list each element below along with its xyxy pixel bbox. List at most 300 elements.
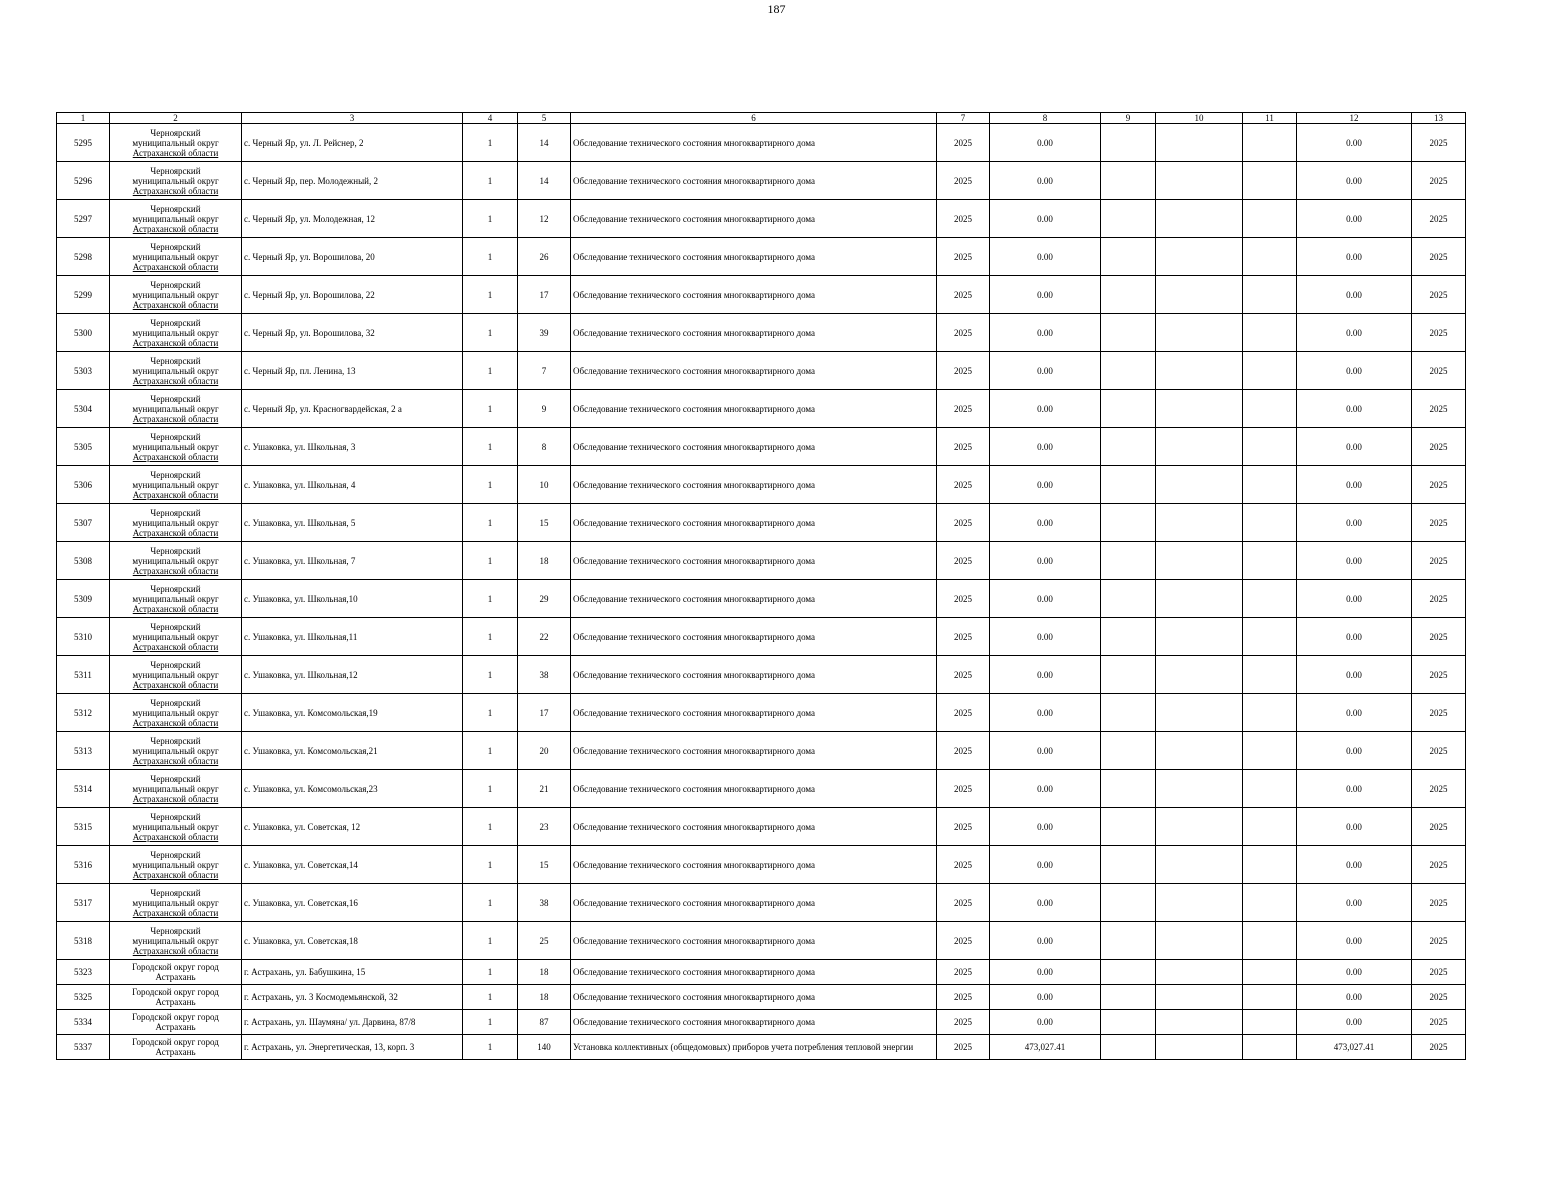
row-number-cell: 5296 xyxy=(57,162,110,200)
municipality-line: муниципальный округ xyxy=(132,137,219,148)
empty-cell xyxy=(1101,732,1156,770)
column-header: 3 xyxy=(242,113,463,124)
apartments-cell: 12 xyxy=(518,200,571,238)
work-type-cell: Обследование технического состояния многоквартирного дома xyxy=(571,694,937,732)
empty-cell xyxy=(1243,960,1297,985)
table-row xyxy=(57,238,1466,276)
empty-cell xyxy=(1156,1010,1243,1035)
apartments-cell: 15 xyxy=(518,846,571,884)
municipality-line: Черноярский xyxy=(150,621,201,632)
total-cost-cell: 0.00 xyxy=(1297,808,1412,846)
count-cell: 1 xyxy=(463,352,518,390)
apartments-cell: 26 xyxy=(518,238,571,276)
work-type-cell: Обследование технического состояния многоквартирного дома xyxy=(571,390,937,428)
municipality-line: Астраханской области xyxy=(132,337,219,348)
page-number: 187 xyxy=(767,2,786,16)
cost-cell: 0.00 xyxy=(990,1010,1101,1035)
municipality-cell xyxy=(110,846,242,884)
work-type-cell: Обследование технического состояния многоквартирного дома xyxy=(571,542,937,580)
total-cost-cell: 0.00 xyxy=(1297,162,1412,200)
address-cell: с. Ушаковка, ул. Школьная,12 xyxy=(242,656,463,694)
count-cell: 1 xyxy=(463,542,518,580)
column-header: 11 xyxy=(1243,113,1297,124)
cost-cell: 0.00 xyxy=(990,200,1101,238)
address-cell: с. Черный Яр, ул. Красногвардейская, 2 а xyxy=(242,390,463,428)
municipality-line: Астраханской области xyxy=(132,907,219,918)
year-cell: 2025 xyxy=(937,466,990,504)
apartments-cell: 15 xyxy=(518,504,571,542)
empty-cell xyxy=(1101,238,1156,276)
municipality-cell xyxy=(110,1010,242,1035)
address-cell: с. Ушаковка, ул. Школьная, 7 xyxy=(242,542,463,580)
municipality-line: Городской округ город xyxy=(132,1037,219,1047)
count-cell: 1 xyxy=(463,124,518,162)
year-cell: 2025 xyxy=(937,884,990,922)
empty-cell xyxy=(1156,390,1243,428)
work-type-cell: Обследование технического состояния многоквартирного дома xyxy=(571,352,937,390)
apartments-cell: 38 xyxy=(518,656,571,694)
count-cell: 1 xyxy=(463,770,518,808)
apartments-cell: 14 xyxy=(518,124,571,162)
empty-cell xyxy=(1101,314,1156,352)
row-number-cell: 5306 xyxy=(57,466,110,504)
cost-cell: 0.00 xyxy=(990,314,1101,352)
cost-cell: 0.00 xyxy=(990,504,1101,542)
column-header: 2 xyxy=(110,113,242,124)
row-number-cell: 5311 xyxy=(57,656,110,694)
completion-year-cell: 2025 xyxy=(1412,922,1466,960)
address-cell: с. Ушаковка, ул. Советская,16 xyxy=(242,884,463,922)
apartments-cell: 39 xyxy=(518,314,571,352)
row-number-cell: 5334 xyxy=(57,1010,110,1035)
work-type-cell: Обследование технического состояния многоквартирного дома xyxy=(571,922,937,960)
column-header: 7 xyxy=(937,113,990,124)
apartments-cell: 8 xyxy=(518,428,571,466)
municipality-line: муниципальный округ xyxy=(132,821,219,832)
count-cell: 1 xyxy=(463,922,518,960)
address-cell: с. Черный Яр, пер. Молодежный, 2 xyxy=(242,162,463,200)
empty-cell xyxy=(1243,732,1297,770)
cost-cell: 0.00 xyxy=(990,428,1101,466)
table-row xyxy=(57,770,1466,808)
count-cell: 1 xyxy=(463,1035,518,1060)
municipality-line: муниципальный округ xyxy=(132,213,219,224)
empty-cell xyxy=(1243,200,1297,238)
work-type-cell: Обследование технического состояния многоквартирного дома xyxy=(571,504,937,542)
table-row xyxy=(57,504,1466,542)
work-type-cell: Обследование технического состояния многоквартирного дома xyxy=(571,770,937,808)
row-number-cell: 5313 xyxy=(57,732,110,770)
empty-cell xyxy=(1156,314,1243,352)
municipality-line: Черноярский xyxy=(150,469,201,480)
address-cell: с. Черный Яр, ул. Ворошилова, 22 xyxy=(242,276,463,314)
row-number-cell: 5299 xyxy=(57,276,110,314)
apartments-cell: 22 xyxy=(518,618,571,656)
completion-year-cell: 2025 xyxy=(1412,846,1466,884)
municipality-line: Городской округ город xyxy=(132,1012,219,1022)
year-cell: 2025 xyxy=(937,694,990,732)
total-cost-cell: 0.00 xyxy=(1297,884,1412,922)
total-cost-cell: 0.00 xyxy=(1297,618,1412,656)
column-header: 9 xyxy=(1101,113,1156,124)
work-type-cell: Обследование технического состояния многоквартирного дома xyxy=(571,985,937,1010)
empty-cell xyxy=(1243,352,1297,390)
municipality-line: Астрахань xyxy=(155,1022,196,1032)
year-cell: 2025 xyxy=(937,732,990,770)
year-cell: 2025 xyxy=(937,542,990,580)
completion-year-cell: 2025 xyxy=(1412,770,1466,808)
empty-cell xyxy=(1243,884,1297,922)
cost-cell: 0.00 xyxy=(990,960,1101,985)
municipality-cell xyxy=(110,276,242,314)
row-number-cell: 5305 xyxy=(57,428,110,466)
empty-cell xyxy=(1156,732,1243,770)
table-row xyxy=(57,1010,1466,1035)
completion-year-cell: 2025 xyxy=(1412,504,1466,542)
municipality-line: Астраханской области xyxy=(132,831,219,842)
municipality-line: Астраханской области xyxy=(132,679,219,690)
municipality-cell xyxy=(110,314,242,352)
row-number-cell: 5300 xyxy=(57,314,110,352)
column-header: 5 xyxy=(518,113,571,124)
empty-cell xyxy=(1243,770,1297,808)
apartments-cell: 29 xyxy=(518,580,571,618)
address-cell: с. Ушаковка, ул. Советская,14 xyxy=(242,846,463,884)
count-cell: 1 xyxy=(463,985,518,1010)
year-cell: 2025 xyxy=(937,162,990,200)
cost-cell: 0.00 xyxy=(990,352,1101,390)
empty-cell xyxy=(1101,276,1156,314)
empty-cell xyxy=(1101,922,1156,960)
municipality-line: Астраханской области xyxy=(132,527,219,538)
address-cell: с. Черный Яр, пл. Ленина, 13 xyxy=(242,352,463,390)
row-number-cell: 5314 xyxy=(57,770,110,808)
empty-cell xyxy=(1156,694,1243,732)
year-cell: 2025 xyxy=(937,314,990,352)
total-cost-cell: 0.00 xyxy=(1297,1010,1412,1035)
empty-cell xyxy=(1243,238,1297,276)
row-number-cell: 5318 xyxy=(57,922,110,960)
cost-cell: 0.00 xyxy=(990,922,1101,960)
empty-cell xyxy=(1156,580,1243,618)
year-cell: 2025 xyxy=(937,276,990,314)
row-number-cell: 5325 xyxy=(57,985,110,1010)
empty-cell xyxy=(1101,542,1156,580)
municipality-line: Черноярский xyxy=(150,925,201,936)
empty-cell xyxy=(1101,618,1156,656)
column-header: 8 xyxy=(990,113,1101,124)
municipality-cell xyxy=(110,656,242,694)
count-cell: 1 xyxy=(463,846,518,884)
table-row xyxy=(57,124,1466,162)
empty-cell xyxy=(1156,466,1243,504)
municipality-line: Астраханской области xyxy=(132,641,219,652)
municipality-line: муниципальный округ xyxy=(132,479,219,490)
count-cell: 1 xyxy=(463,694,518,732)
empty-cell xyxy=(1243,618,1297,656)
empty-cell xyxy=(1101,1010,1156,1035)
municipality-line: муниципальный округ xyxy=(132,441,219,452)
work-type-cell: Обследование технического состояния многоквартирного дома xyxy=(571,618,937,656)
municipality-line: муниципальный округ xyxy=(132,517,219,528)
count-cell: 1 xyxy=(463,884,518,922)
empty-cell xyxy=(1243,985,1297,1010)
empty-cell xyxy=(1243,656,1297,694)
cost-cell: 0.00 xyxy=(990,694,1101,732)
municipality-line: муниципальный округ xyxy=(132,593,219,604)
municipality-line: муниципальный округ xyxy=(132,327,219,338)
cost-cell: 0.00 xyxy=(990,656,1101,694)
count-cell: 1 xyxy=(463,238,518,276)
municipality-line: Астраханской области xyxy=(132,755,219,766)
empty-cell xyxy=(1156,352,1243,390)
row-number-cell: 5337 xyxy=(57,1035,110,1060)
row-number-cell: 5315 xyxy=(57,808,110,846)
empty-cell xyxy=(1156,618,1243,656)
empty-cell xyxy=(1156,884,1243,922)
municipality-line: Астраханской области xyxy=(132,299,219,310)
cost-cell: 0.00 xyxy=(990,162,1101,200)
apartments-cell: 18 xyxy=(518,542,571,580)
total-cost-cell: 0.00 xyxy=(1297,580,1412,618)
table-row xyxy=(57,580,1466,618)
year-cell: 2025 xyxy=(937,846,990,884)
municipality-line: Астрахань xyxy=(155,972,196,982)
cost-cell: 0.00 xyxy=(990,276,1101,314)
row-number-cell: 5298 xyxy=(57,238,110,276)
year-cell: 2025 xyxy=(937,124,990,162)
address-cell: г. Астрахань, ул. Энергетическая, 13, корп. 3 xyxy=(242,1035,463,1060)
table-row xyxy=(57,960,1466,985)
row-number-cell: 5317 xyxy=(57,884,110,922)
apartments-cell: 23 xyxy=(518,808,571,846)
completion-year-cell: 2025 xyxy=(1412,200,1466,238)
work-type-cell: Обследование технического состояния многоквартирного дома xyxy=(571,276,937,314)
count-cell: 1 xyxy=(463,162,518,200)
cost-cell: 0.00 xyxy=(990,808,1101,846)
table-row xyxy=(57,314,1466,352)
year-cell: 2025 xyxy=(937,352,990,390)
municipality-line: Астраханской области xyxy=(132,375,219,386)
column-header: 13 xyxy=(1412,113,1466,124)
empty-cell xyxy=(1101,162,1156,200)
year-cell: 2025 xyxy=(937,1010,990,1035)
apartments-cell: 14 xyxy=(518,162,571,200)
apartments-cell: 21 xyxy=(518,770,571,808)
empty-cell xyxy=(1243,124,1297,162)
municipality-line: муниципальный округ xyxy=(132,859,219,870)
work-type-cell: Обследование технического состояния многоквартирного дома xyxy=(571,124,937,162)
apartments-cell: 20 xyxy=(518,732,571,770)
municipality-line: Черноярский xyxy=(150,355,201,366)
table-row xyxy=(57,162,1466,200)
municipality-line: Астрахань xyxy=(155,1047,196,1057)
year-cell: 2025 xyxy=(937,238,990,276)
count-cell: 1 xyxy=(463,314,518,352)
table-row xyxy=(57,200,1466,238)
work-type-cell: Обследование технического состояния многоквартирного дома xyxy=(571,884,937,922)
empty-cell xyxy=(1101,580,1156,618)
total-cost-cell: 0.00 xyxy=(1297,124,1412,162)
municipality-line: Черноярский xyxy=(150,735,201,746)
apartments-cell: 9 xyxy=(518,390,571,428)
address-cell: с. Ушаковка, ул. Школьная, 3 xyxy=(242,428,463,466)
row-number-cell: 5323 xyxy=(57,960,110,985)
empty-cell xyxy=(1156,276,1243,314)
municipality-line: Астраханской области xyxy=(132,489,219,500)
work-type-cell: Обследование технического состояния многоквартирного дома xyxy=(571,808,937,846)
work-type-cell: Обследование технического состояния многоквартирного дома xyxy=(571,466,937,504)
municipality-cell xyxy=(110,428,242,466)
municipality-line: Астраханской области xyxy=(132,945,219,956)
completion-year-cell: 2025 xyxy=(1412,428,1466,466)
municipality-cell xyxy=(110,960,242,985)
column-header: 4 xyxy=(463,113,518,124)
completion-year-cell: 2025 xyxy=(1412,732,1466,770)
cost-cell: 0.00 xyxy=(990,390,1101,428)
completion-year-cell: 2025 xyxy=(1412,238,1466,276)
municipality-line: Черноярский xyxy=(150,203,201,214)
total-cost-cell: 0.00 xyxy=(1297,922,1412,960)
cost-cell: 0.00 xyxy=(990,846,1101,884)
address-cell: с. Черный Яр, ул. Ворошилова, 20 xyxy=(242,238,463,276)
municipality-cell xyxy=(110,580,242,618)
empty-cell xyxy=(1101,124,1156,162)
empty-cell xyxy=(1243,542,1297,580)
address-cell: с. Ушаковка, ул. Комсомольская,23 xyxy=(242,770,463,808)
apartments-cell: 25 xyxy=(518,922,571,960)
empty-cell xyxy=(1101,390,1156,428)
empty-cell xyxy=(1101,352,1156,390)
municipality-cell xyxy=(110,985,242,1010)
municipality-line: муниципальный округ xyxy=(132,403,219,414)
municipality-line: муниципальный округ xyxy=(132,251,219,262)
work-type-cell: Обследование технического состояния многоквартирного дома xyxy=(571,200,937,238)
municipality-line: муниципальный округ xyxy=(132,555,219,566)
year-cell: 2025 xyxy=(937,808,990,846)
column-header: 12 xyxy=(1297,113,1412,124)
work-type-cell: Обследование технического состояния многоквартирного дома xyxy=(571,162,937,200)
municipality-line: муниципальный округ xyxy=(132,175,219,186)
completion-year-cell: 2025 xyxy=(1412,542,1466,580)
empty-cell xyxy=(1156,846,1243,884)
empty-cell xyxy=(1156,124,1243,162)
municipality-line: Черноярский xyxy=(150,317,201,328)
address-cell: с. Ушаковка, ул. Школьная, 4 xyxy=(242,466,463,504)
empty-cell xyxy=(1101,985,1156,1010)
apartments-cell: 18 xyxy=(518,960,571,985)
completion-year-cell: 2025 xyxy=(1412,884,1466,922)
table-row xyxy=(57,618,1466,656)
municipality-line: Астрахань xyxy=(155,997,196,1007)
year-cell: 2025 xyxy=(937,922,990,960)
municipality-cell xyxy=(110,922,242,960)
count-cell: 1 xyxy=(463,466,518,504)
address-cell: с. Ушаковка, ул. Комсомольская,19 xyxy=(242,694,463,732)
total-cost-cell: 0.00 xyxy=(1297,428,1412,466)
table-row xyxy=(57,884,1466,922)
municipality-cell xyxy=(110,238,242,276)
empty-cell xyxy=(1243,276,1297,314)
work-type-cell: Обследование технического состояния многоквартирного дома xyxy=(571,428,937,466)
empty-cell xyxy=(1101,428,1156,466)
completion-year-cell: 2025 xyxy=(1412,352,1466,390)
year-cell: 2025 xyxy=(937,504,990,542)
municipality-line: Черноярский xyxy=(150,241,201,252)
empty-cell xyxy=(1101,770,1156,808)
municipality-cell xyxy=(110,390,242,428)
municipality-line: Астраханской области xyxy=(132,793,219,804)
empty-cell xyxy=(1243,162,1297,200)
cost-cell: 0.00 xyxy=(990,238,1101,276)
empty-cell xyxy=(1156,542,1243,580)
cost-cell: 0.00 xyxy=(990,618,1101,656)
empty-cell xyxy=(1243,922,1297,960)
address-cell: с. Ушаковка, ул. Советская,18 xyxy=(242,922,463,960)
cost-cell: 0.00 xyxy=(990,124,1101,162)
total-cost-cell: 0.00 xyxy=(1297,466,1412,504)
table-row xyxy=(57,985,1466,1010)
municipality-line: Городской округ город xyxy=(132,987,219,997)
total-cost-cell: 0.00 xyxy=(1297,314,1412,352)
data-table xyxy=(56,112,1466,1060)
completion-year-cell: 2025 xyxy=(1412,808,1466,846)
empty-cell xyxy=(1156,162,1243,200)
row-number-cell: 5316 xyxy=(57,846,110,884)
total-cost-cell: 0.00 xyxy=(1297,504,1412,542)
table-row xyxy=(57,656,1466,694)
empty-cell xyxy=(1243,428,1297,466)
completion-year-cell: 2025 xyxy=(1412,1035,1466,1060)
total-cost-cell: 0.00 xyxy=(1297,200,1412,238)
municipality-line: Астраханской области xyxy=(132,869,219,880)
completion-year-cell: 2025 xyxy=(1412,276,1466,314)
row-number-cell: 5304 xyxy=(57,390,110,428)
municipality-cell xyxy=(110,618,242,656)
year-cell: 2025 xyxy=(937,618,990,656)
table-row xyxy=(57,428,1466,466)
municipality-cell xyxy=(110,466,242,504)
municipality-line: Черноярский xyxy=(150,507,201,518)
empty-cell xyxy=(1101,884,1156,922)
work-type-cell: Установка коллективных (общедомовых) приборов учета потребления тепловой энергии xyxy=(571,1035,937,1060)
empty-cell xyxy=(1243,504,1297,542)
table-row xyxy=(57,390,1466,428)
empty-cell xyxy=(1156,770,1243,808)
completion-year-cell: 2025 xyxy=(1412,656,1466,694)
municipality-line: Астраханской области xyxy=(132,223,219,234)
completion-year-cell: 2025 xyxy=(1412,1010,1466,1035)
empty-cell xyxy=(1243,1010,1297,1035)
work-type-cell: Обследование технического состояния многоквартирного дома xyxy=(571,732,937,770)
year-cell: 2025 xyxy=(937,580,990,618)
count-cell: 1 xyxy=(463,200,518,238)
total-cost-cell: 0.00 xyxy=(1297,352,1412,390)
row-number-cell: 5308 xyxy=(57,542,110,580)
work-type-cell: Обследование технического состояния многоквартирного дома xyxy=(571,1010,937,1035)
year-cell: 2025 xyxy=(937,985,990,1010)
empty-cell xyxy=(1156,1035,1243,1060)
total-cost-cell: 0.00 xyxy=(1297,694,1412,732)
empty-cell xyxy=(1101,200,1156,238)
total-cost-cell: 473,027.41 xyxy=(1297,1035,1412,1060)
total-cost-cell: 0.00 xyxy=(1297,656,1412,694)
completion-year-cell: 2025 xyxy=(1412,694,1466,732)
municipality-cell xyxy=(110,504,242,542)
work-type-cell: Обследование технического состояния многоквартирного дома xyxy=(571,846,937,884)
work-type-cell: Обследование технического состояния многоквартирного дома xyxy=(571,314,937,352)
address-cell: с. Черный Яр, ул. Ворошилова, 32 xyxy=(242,314,463,352)
